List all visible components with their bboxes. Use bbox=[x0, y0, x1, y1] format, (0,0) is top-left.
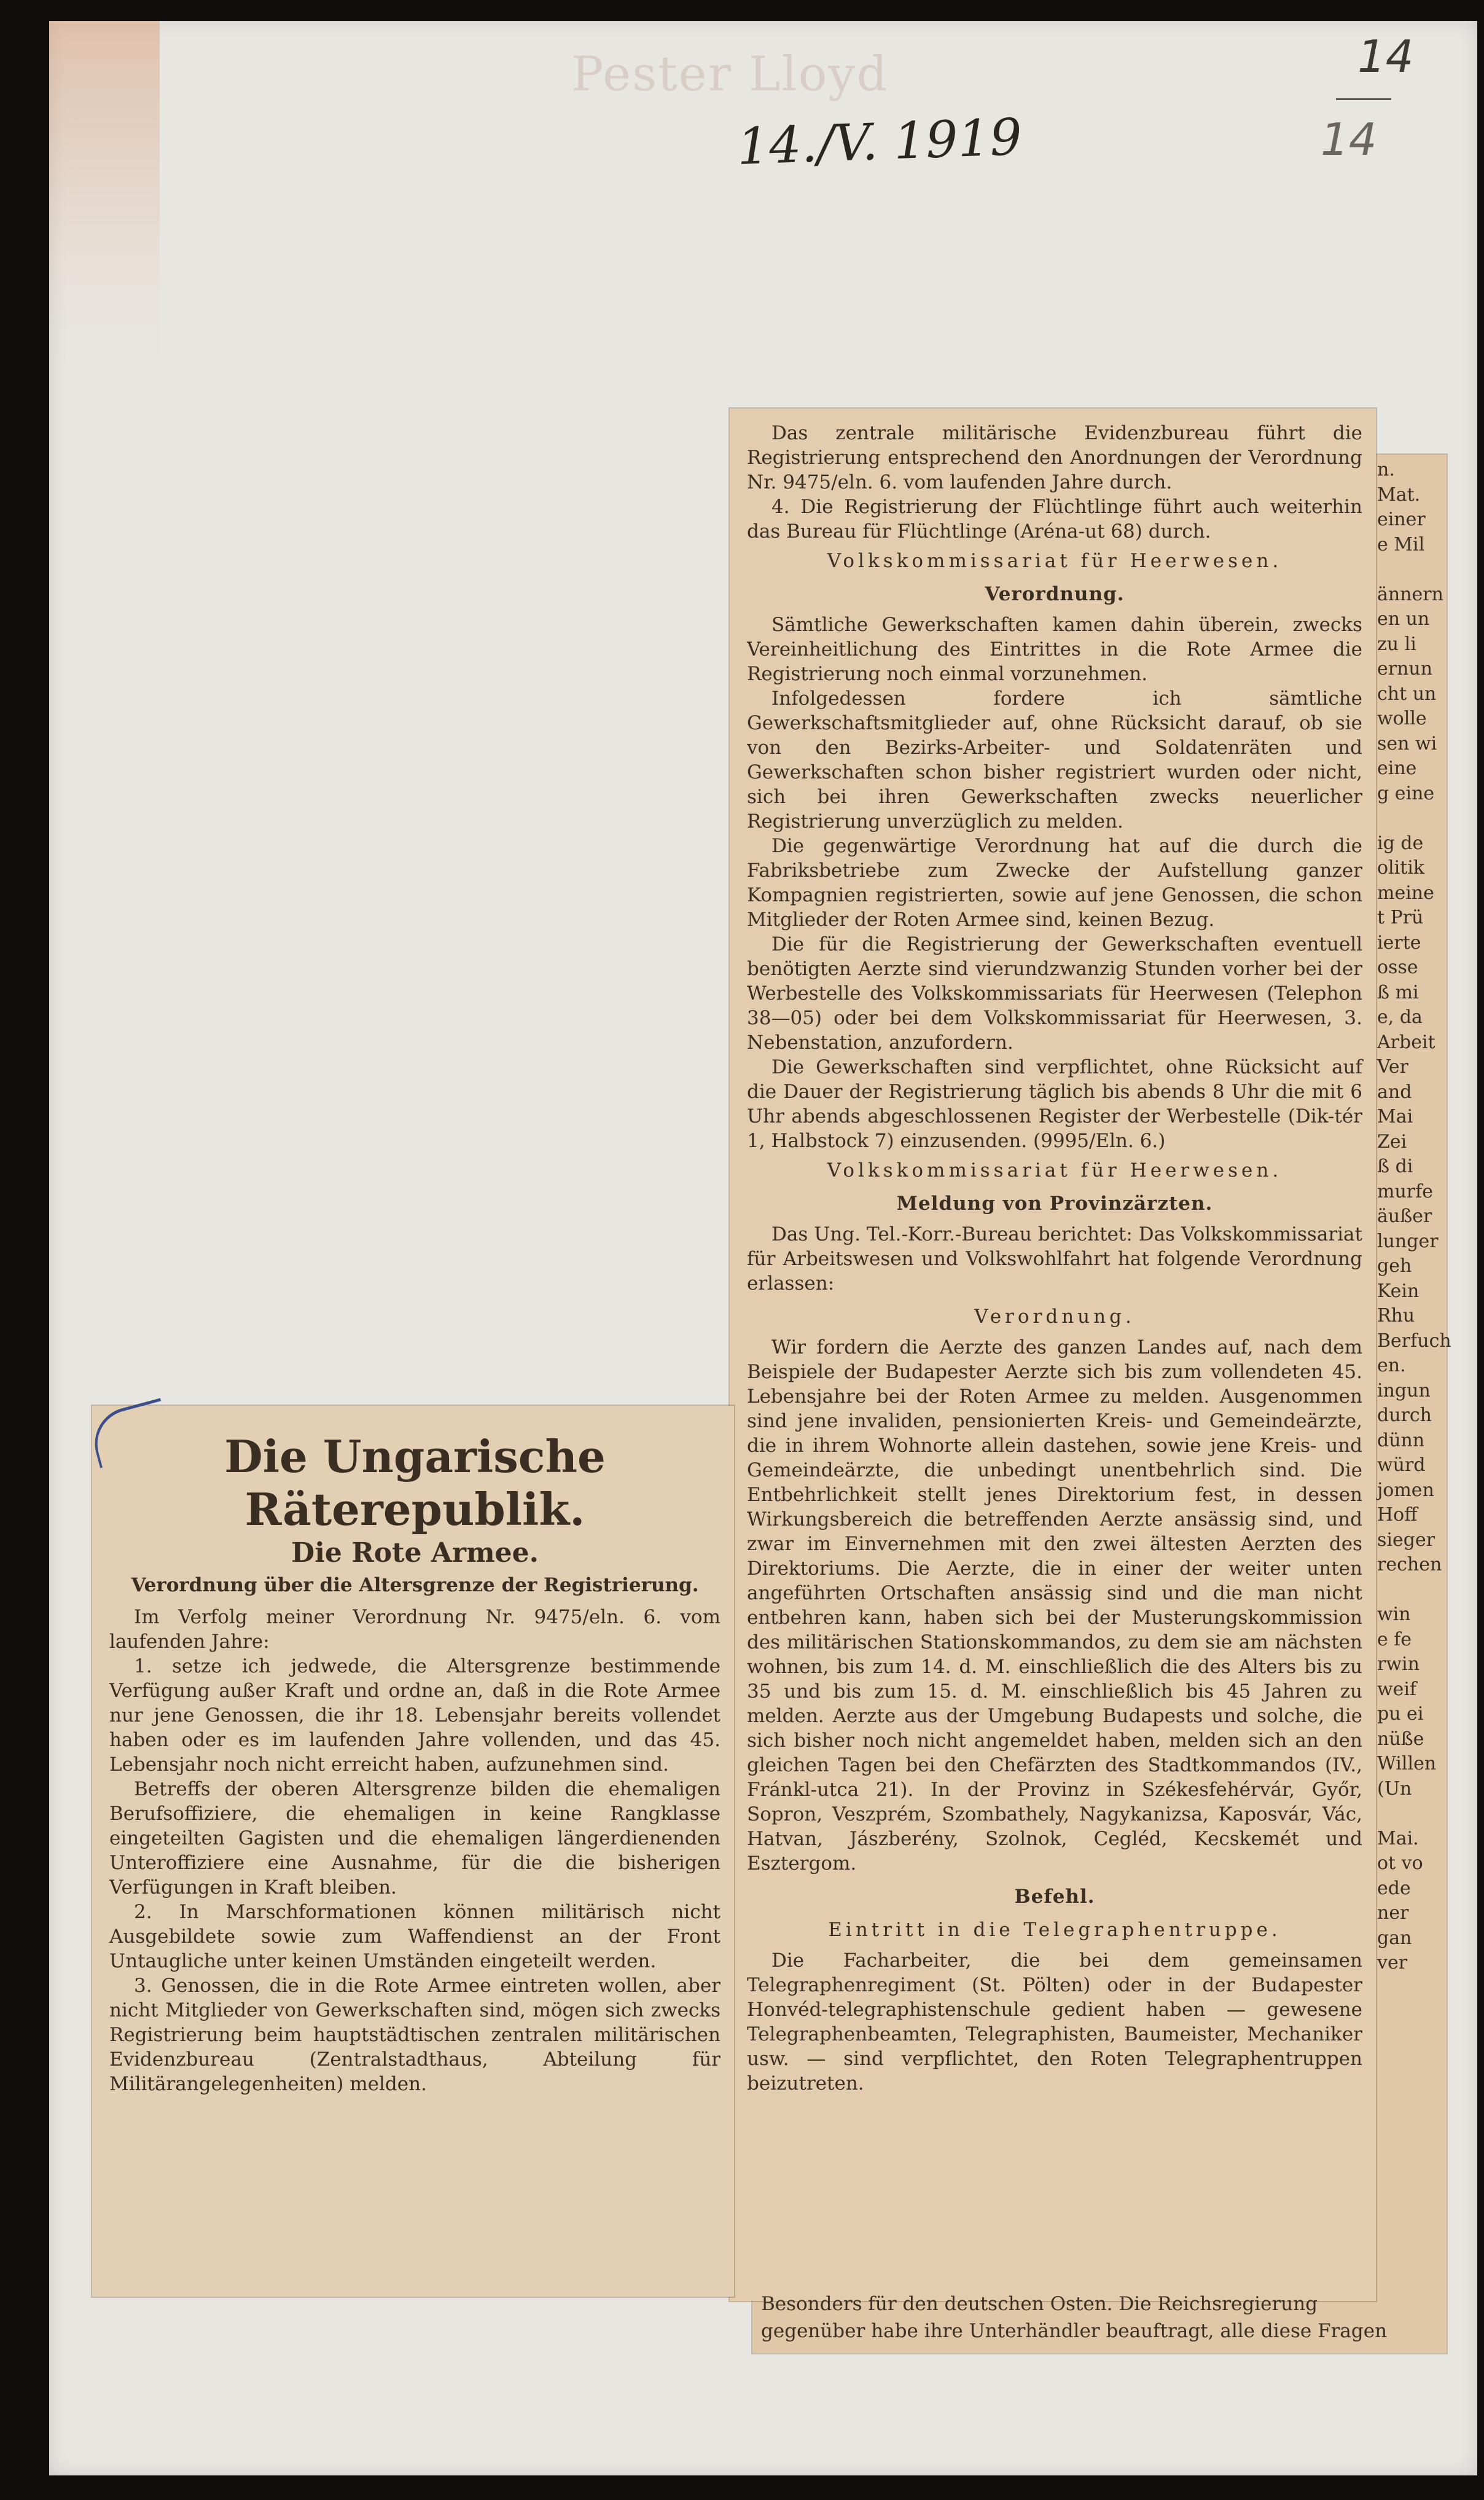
fragment-line: wolle bbox=[1377, 708, 1427, 729]
fragment-line bbox=[1377, 1578, 1439, 1603]
paragraph: Die gegenwärtige Verordnung hat auf die durch die Fabriksbetriebe zum Zwecke der Aufstellung ganzer Kompagnien registrierten, sowie auf jene Genossen, die schon Mitglieder der Roten Armee sind, keinen Bezug. bbox=[747, 835, 1362, 931]
section-heading: Meldung von Provinzärzten. bbox=[896, 1193, 1213, 1215]
left-clipping-column bbox=[109, 1418, 721, 2096]
paper-stain bbox=[49, 21, 160, 365]
fragment-line: sieger bbox=[1377, 1529, 1435, 1551]
fragment-line: and bbox=[1377, 1081, 1412, 1103]
strip-line: Besonders für den deutschen Osten. Die Reichsregierung bbox=[761, 2293, 1318, 2315]
fragment-line: ierte bbox=[1377, 931, 1421, 954]
fragment-line: Hoff bbox=[1377, 1504, 1418, 1526]
fragment-line: osse bbox=[1377, 957, 1418, 978]
strip-line: gegenüber habe ihre Unterhändler beauftragt, alle diese Fragen bbox=[761, 2320, 1388, 2342]
fragment-line: Arbeit bbox=[1377, 1031, 1435, 1053]
signature-line: Volkskommissariat für Heerwesen. bbox=[827, 550, 1283, 572]
fragment-line: einer bbox=[1377, 509, 1426, 530]
fragment-line: ß mi bbox=[1377, 981, 1419, 1003]
article-subheading: Verordnung über die Altersgrenze der Registrierung. bbox=[131, 1574, 699, 1596]
fragment-line: rwin bbox=[1377, 1653, 1420, 1675]
fragment-line: cht un bbox=[1377, 683, 1437, 705]
article-title: Die Ungarische Räterepublik. bbox=[224, 1430, 606, 1535]
fragment-line: Rhu bbox=[1377, 1305, 1415, 1326]
fragment-line: sen wi bbox=[1377, 732, 1437, 754]
fragment-line: ännern bbox=[1377, 583, 1443, 605]
fragment-line: lunger bbox=[1377, 1230, 1439, 1252]
section-heading: Befehl. bbox=[1014, 1886, 1095, 1908]
fragment-line: e Mil bbox=[1377, 533, 1425, 555]
fragment-line: e, da bbox=[1377, 1006, 1423, 1028]
fragment-line: t Prü bbox=[1377, 907, 1424, 928]
paragraph: Im Verfolg meiner Verordnung Nr. 9475/eln. 6. vom laufenden Jahre: bbox=[109, 1606, 721, 1653]
fragment-line: en. bbox=[1377, 1355, 1406, 1376]
paragraph: Die Facharbeiter, die bei dem gemeinsamen Telegraphenregiment (St. Pölten) oder in der Budapester Honvéd-telegraphistenschule gedient haben — gewesene Telegraphenbeamten, Telegraphisten, Baumeister, Mechaniker usw. — sind verpflichtet, den Roten Telegraphentruppen beizutreten. bbox=[747, 1949, 1362, 2094]
fragment-line: gan bbox=[1377, 1927, 1412, 1949]
fragment-line: dünn bbox=[1377, 1429, 1425, 1451]
fragment-line: Kein bbox=[1377, 1280, 1420, 1302]
fragment-line: Zei bbox=[1377, 1130, 1407, 1153]
fragment-line: durch bbox=[1377, 1405, 1432, 1426]
page-number-underline bbox=[1336, 98, 1391, 100]
handwritten-date: 14./V. 1919 bbox=[736, 108, 1023, 177]
paragraph: 3. Genossen, die in die Rote Armee eintreten wollen, aber nicht Mitglieder von Gewerkschaften sind, mögen sich zwecks Registrierung beim hauptstädtischen zentralen militärischen Evidenzbureau (Zentralstadthaus, Abteilung für Militärangelegenheiten) melden. bbox=[109, 1975, 721, 2095]
fragment-line: jomen bbox=[1377, 1479, 1434, 1501]
fragment-line: Mai. bbox=[1377, 1827, 1419, 1849]
fragment-line: g eine bbox=[1377, 782, 1435, 804]
paragraph: Wir fordern die Aerzte des ganzen Landes auf, nach dem Beispiele der Budapester Aerzte sich bis zum vollendeten 45. Lebensjahre bei der Roten Armee zu melden. Ausgenommen sind jene invaliden, pensionierten Kreis- und Gemeindeärzte, die in ihrem Wohnorte allein dastehen, sowie jene Kreis- und Gemeindeärzte, die unbedingt unentbehrlich sind. Die Entbehrlichkeit stellt jenes Direktorium fest, in dessen Wirkungsbereich die betreffenden Aerzte ansässig sind, und zwar im Einvernehmen mit den zwei ältesten Aerzten des Direktoriums. Die Aerzte, die in einer der weiter unten angeführten Ortschaften ansässig sind und die man nicht entbehren kann, haben sich bei der Musterungskommission des militärischen Stationskommandos, zu dem sie am nächsten wohnen, bis zum 14. d. M. einschließlich die des Alters bis zu 35 und bis zum 15. d. M. einschließlich bis 45 Jahren zu melden. Aerzte aus der Umgebung Budapests und solche, die sich bisher noch nicht angemeldet haben, melden sich an den gleichen Tagen bei den Chefärzten des Stadtkommandos (IV., Fránkl-utca 21). In der Provinz in Székesfehérvár, Győr, Sopron, Veszprém, Szombathely, Nagykanizsa, Kaposvár, Vác, Hatvan, Jászberény, Szolnok, Cegléd, Kecskemét und Esztergom. bbox=[747, 1336, 1362, 1875]
right-clipping bbox=[730, 409, 1376, 2301]
fragment-line: eine bbox=[1377, 758, 1417, 779]
fragment-line: Willen bbox=[1377, 1753, 1437, 1774]
fragment-line: ner bbox=[1377, 1902, 1409, 1924]
page-number-ink: 14 bbox=[1357, 31, 1414, 82]
fragment-line: win bbox=[1377, 1604, 1411, 1625]
paragraph: 2. In Marschformationen können militärisch nicht Ausgebildete sowie zum Waffendienst an der Front Untaugliche unter keinen Umständen eingeteilt werden. bbox=[109, 1901, 721, 1972]
fragment-line: Mai bbox=[1377, 1106, 1413, 1127]
fragment-line: würd bbox=[1377, 1454, 1426, 1476]
fragment-line: weif bbox=[1377, 1678, 1417, 1700]
fragment-line: ß di bbox=[1377, 1156, 1413, 1177]
fragment-line: zu li bbox=[1377, 633, 1416, 655]
paragraph: Betreffs der oberen Altersgrenze bilden die ehemaligen Berufsoffiziere, die ehemaligen in keine Rangklasse eingeteilten Gagisten und die ehemaligen längerdienenden Unteroffiziere eine Ausnahme, für die die bisherigen Verfügungen in Kraft bleiben. bbox=[109, 1778, 721, 1899]
fragment-line: meine bbox=[1377, 882, 1434, 904]
fragment-line: ernun bbox=[1377, 658, 1433, 680]
paragraph: Infolgedessen fordere ich sämtliche Gewerkschaftsmitglieder auf, ohne Rücksicht darauf, ob sie von den Bezirks-Arbeiter- und Soldatenräten und Gewerkschaften schon bisher registriert wurden oder nicht, sich bei ihren Gewerkschaften zwecks neuerlicher Registrierung unverzüglich zu melden. bbox=[747, 688, 1362, 833]
fragment-line bbox=[1377, 806, 1439, 831]
section-heading: Verordnung. bbox=[974, 1306, 1135, 1328]
paragraph: Die Gewerkschaften sind verpflichtet, ohne Rücksicht auf die Dauer der Registrierung täglich bis abends 8 Uhr die mit 6 Uhr abends abgeschlossenen Register der Werbestelle (Dik-tér 1, Halbstock 7) einzusenden. (9995/Eln. 6.) bbox=[747, 1056, 1362, 1152]
fragment-line bbox=[1377, 557, 1439, 582]
newspaper-masthead-stamp: Pester Lloyd bbox=[571, 47, 889, 102]
paragraph: 4. Die Registrierung der Flüchtlinge führt auch weiterhin das Bureau für Flüchtlinge (Aréna-ut 68) durch. bbox=[747, 496, 1362, 543]
fragment-line: murfe bbox=[1377, 1180, 1433, 1202]
fragment-line: (Un bbox=[1377, 1777, 1412, 1800]
right-clipping-column bbox=[747, 421, 1362, 2096]
paragraph: Sämtliche Gewerkschaften kamen dahin überein, zwecks Vereinheitlichung des Eintrittes in die Rote Armee die Registrierung noch einmal vorzunehmen. bbox=[747, 614, 1362, 685]
article-subtitle: Die Rote Armee. bbox=[291, 1537, 539, 1569]
fragment-line bbox=[1377, 1801, 1439, 1827]
left-clipping bbox=[92, 1406, 734, 2297]
fragment-line: Berfuch bbox=[1377, 1330, 1451, 1352]
fragment-line: e fe bbox=[1377, 1628, 1412, 1650]
paragraph: Das zentrale militärische Evidenzbureau führt die Registrierung entsprechend den Anordnungen der Verordnung Nr. 9475/eln. 6. vom laufenden Jahre durch. bbox=[747, 422, 1362, 493]
page-number-pencil: 14 bbox=[1321, 114, 1377, 165]
paragraph: Die für die Registrierung der Gewerkschaften eventuell benötigten Aerzte sind vierundzwanzig Stunden vorher bei der Werbestelle des Volkskommissariats für Heerwesen (Telephon 38—05) oder bei dem Volkskommissariat für Heerwesen, 3. Nebenstation, anzufordern. bbox=[747, 933, 1362, 1054]
fragment-line: en un bbox=[1377, 608, 1430, 630]
bottom-clipping-strip bbox=[752, 2287, 1447, 2353]
signature-line: Volkskommissariat für Heerwesen. bbox=[827, 1159, 1283, 1181]
paragraph: Das Ung. Tel.-Korr.-Bureau berichtet: Das Volkskommissariat für Arbeitswesen und Volkswohlfahrt hat folgende Verordnung erlassen: bbox=[747, 1223, 1362, 1295]
fragment-line: n. bbox=[1377, 459, 1395, 480]
underlying-clipping-fragments bbox=[1377, 458, 1451, 1976]
fragment-line: ingun bbox=[1377, 1379, 1431, 1401]
fragment-line: ot vo bbox=[1377, 1852, 1423, 1874]
section-heading: Eintritt in die Telegraphentruppe. bbox=[828, 1919, 1281, 1941]
fragment-line: nüße bbox=[1377, 1728, 1424, 1750]
fragment-line: Mat. bbox=[1377, 484, 1421, 506]
paragraph: 1. setze ich jedwede, die Altersgrenze bestimmende Verfügung außer Kraft und ordne an, daß in die Rote Armee nur jene Genossen, die ihr 18. Lebensjahr bereits vollendet haben oder es im laufenden Jahre vollenden, und das 45. Lebensjahr noch nicht erreicht haben, aufzunehmen sind. bbox=[109, 1655, 721, 1776]
fragment-line: geh bbox=[1377, 1255, 1412, 1277]
fragment-line: ig de bbox=[1377, 832, 1424, 854]
fragment-line: rechen bbox=[1377, 1554, 1442, 1575]
fragment-line: ede bbox=[1377, 1877, 1411, 1899]
fragment-line: äußer bbox=[1377, 1205, 1432, 1227]
fragment-line: olitik bbox=[1377, 857, 1425, 879]
fragment-line: ver bbox=[1377, 1952, 1408, 1973]
fragment-line: pu ei bbox=[1377, 1703, 1424, 1725]
fragment-line: Ver bbox=[1377, 1056, 1409, 1078]
section-heading: Verordnung. bbox=[985, 583, 1125, 605]
